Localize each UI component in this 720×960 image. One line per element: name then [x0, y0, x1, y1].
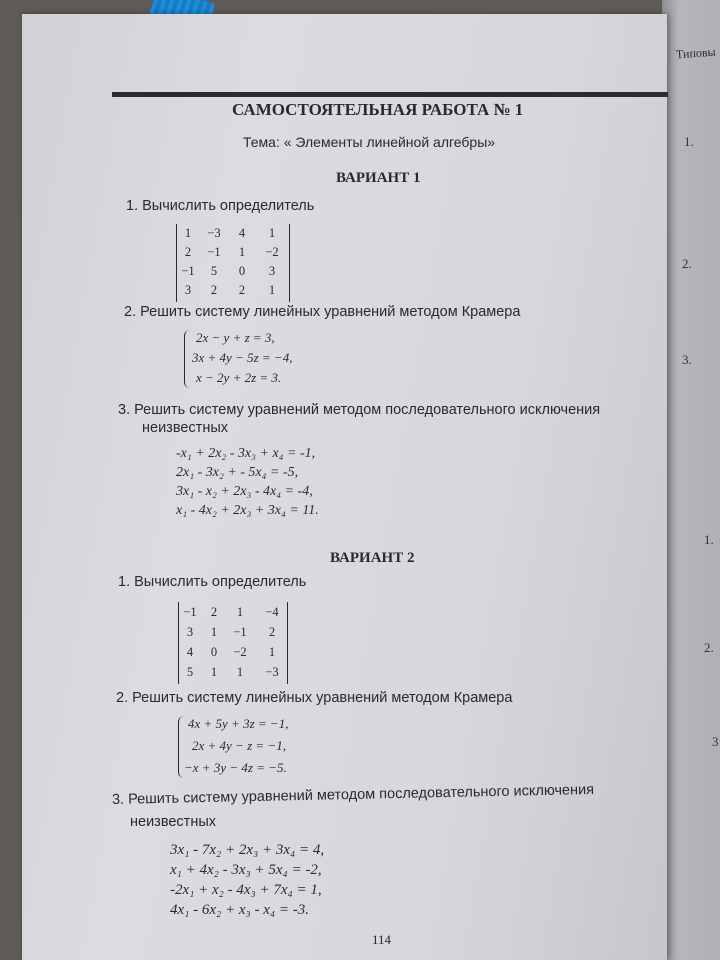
task-3-text: 3. Решить систему уравнений методом последовательного исключения: [111, 781, 595, 808]
matrix-cell: 3: [186, 625, 194, 639]
next-page-number: 1.: [684, 134, 694, 149]
determinant-matrix: [176, 224, 290, 302]
equation: -2x₁ + x₂ - 4x₃ + 7x₄ = 1,: [170, 882, 322, 898]
equation: -x₁ + 2x₂ - 3x₃ + x₄ = -1,: [176, 446, 316, 461]
matrix-cell: −1: [233, 625, 247, 639]
matrix-cell: 1: [268, 645, 276, 659]
matrix-cell: 0: [238, 264, 246, 278]
next-page-number: 1.: [704, 532, 714, 547]
matrix-cell: 1: [238, 245, 246, 259]
matrix-cell: 4: [186, 645, 194, 659]
matrix-cell: 2: [268, 625, 276, 639]
matrix-cell: 5: [186, 665, 194, 679]
header-rule: [112, 92, 668, 97]
next-page-number: 3.: [682, 352, 692, 367]
equation: x₁ + 4x₂ - 3x₃ + 5x₄ = -2,: [170, 862, 322, 878]
next-page-edge: [662, 0, 720, 960]
determinant-matrix: [178, 602, 288, 684]
matrix-cell: 2: [184, 245, 192, 259]
variant-heading: ВАРИАНТ 2: [330, 550, 415, 566]
matrix-cell: −1: [183, 605, 197, 619]
task-3-text: 3. Решить систему уравнений методом последовательного исключения: [118, 402, 601, 418]
equation: x − 2y + 2z = 3.: [196, 370, 282, 385]
equation: x₁ - 4x₂ + 2x₃ + 3x₄ = 11.: [176, 503, 319, 518]
matrix-cell: 1: [268, 283, 276, 297]
matrix-cell: −2: [265, 245, 279, 259]
matrix-cell: 0: [210, 645, 218, 659]
equation: 3x₁ - x₂ + 2x₃ - 4x₄ = -4,: [176, 484, 313, 499]
task-1-text: 1. Вычислить определитель: [126, 198, 315, 214]
equation: 2x₁ - 3x₂ + - 5x₄ = -5,: [176, 465, 299, 480]
matrix-cell: 2: [210, 283, 218, 297]
variant-heading: ВАРИАНТ 1: [336, 170, 421, 186]
equation: 2x − y + z = 3,: [196, 330, 275, 345]
next-page-number: 2.: [704, 640, 714, 655]
matrix-cell: 1: [184, 226, 192, 240]
matrix-cell: 1: [268, 226, 276, 240]
matrix-cell: −3: [265, 665, 279, 679]
matrix-cell: 1: [210, 665, 218, 679]
equation: 4x₁ - 6x₂ + x₃ - x₄ = -3.: [170, 902, 309, 918]
equation: 2x + 4y − z = −1,: [192, 738, 286, 753]
matrix-cell: 5: [210, 264, 218, 278]
matrix-cell: −1: [207, 245, 221, 259]
task-2-text: 2. Решить систему линейных уравнений методом Крамера: [116, 690, 513, 706]
matrix-cell: 1: [236, 665, 244, 679]
matrix-cell: −3: [207, 226, 221, 240]
matrix-cell: 4: [238, 226, 246, 240]
matrix-cell: 3: [268, 264, 276, 278]
next-page-header: Типовы: [675, 44, 717, 62]
matrix-cell: −4: [265, 605, 279, 619]
task-2-text: 2. Решить систему линейных уравнений методом Крамера: [124, 304, 521, 320]
next-page-number: 2.: [682, 256, 692, 271]
book-page: [22, 14, 667, 960]
next-page-number: 3: [712, 734, 719, 749]
matrix-cell: 3: [184, 283, 192, 297]
matrix-cell: −2: [233, 645, 247, 659]
task-3-text-cont: неизвестных: [142, 420, 228, 436]
matrix-cell: 2: [238, 283, 246, 297]
matrix-cell: 2: [210, 605, 218, 619]
matrix-cell: −1: [181, 264, 195, 278]
equation: 3x₁ - 7x₂ + 2x₃ + 3x₄ = 4,: [170, 842, 325, 858]
page-number: 114: [372, 932, 392, 947]
topic-line: Тема: « Элементы линейной алгебры»: [243, 134, 496, 150]
task-3-text-cont: неизвестных: [130, 814, 216, 830]
page-title: САМОСТОЯТЕЛЬНАЯ РАБОТА № 1: [232, 100, 524, 119]
matrix-cell: 1: [210, 625, 218, 639]
task-1-text: 1. Вычислить определитель: [118, 574, 307, 590]
equation: 4x + 5y + 3z = −1,: [188, 716, 289, 731]
equation: 3x + 4y − 5z = −4,: [192, 350, 293, 365]
equation: −x + 3y − 4z = −5.: [184, 760, 287, 775]
matrix-cell: 1: [236, 605, 244, 619]
